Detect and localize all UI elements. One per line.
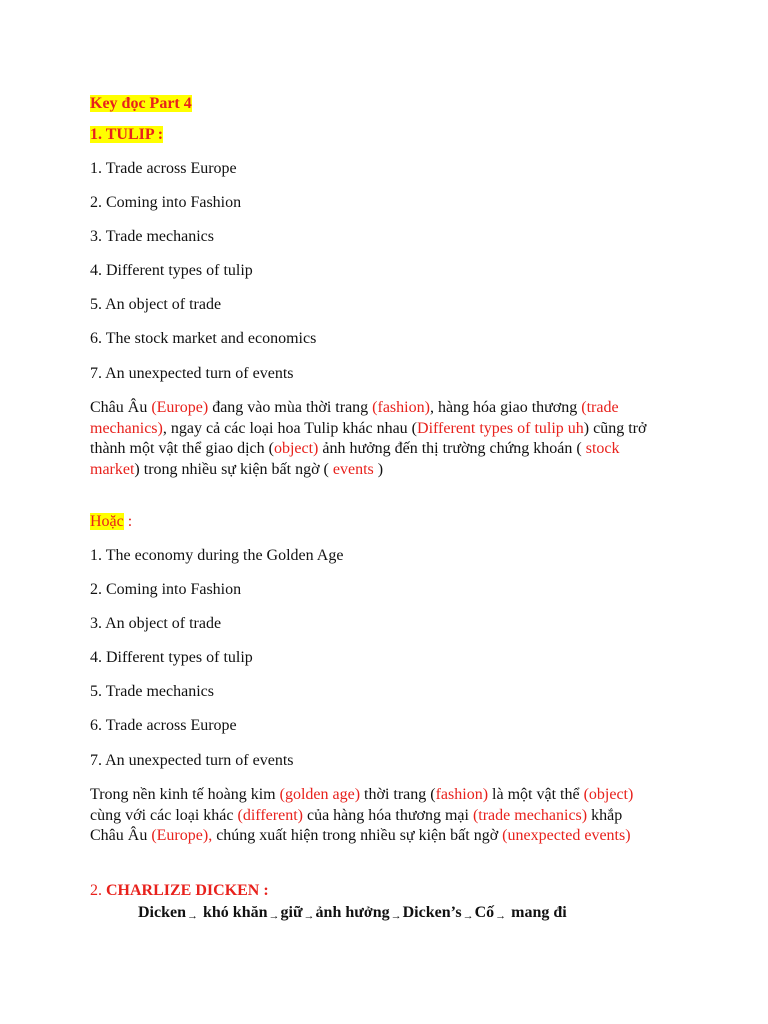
summary-text: Trong nền kinh tế hoàng kim <box>90 786 280 803</box>
list-item: 4. Different types of tulip <box>90 649 253 666</box>
or-label <box>90 512 132 532</box>
summary-text: Châu Âu <box>90 399 152 416</box>
keyword: stock market <box>90 440 620 478</box>
list-item: 6. Trade across Europe <box>90 717 237 734</box>
section-2-number: 2. <box>90 882 106 899</box>
heading-text: Key đọc Part 4 <box>90 95 192 112</box>
summary-text: thời trang ( <box>360 786 436 803</box>
document-heading <box>90 94 192 114</box>
summary-text: , hàng hóa giao thương <box>429 399 582 416</box>
section-2-title <box>90 881 269 901</box>
list-item: 3. Trade mechanics <box>90 228 214 245</box>
keyword: (object) <box>583 786 634 803</box>
arrow-icon: → <box>495 910 507 922</box>
summary-paragraph-b <box>90 785 650 847</box>
keyword: (fashion) <box>372 399 430 416</box>
keyword: object) <box>273 440 319 457</box>
keyword: (trade mechanics) <box>472 806 588 824</box>
section-2-title-text: CHARLIZE DICKEN : <box>106 882 269 899</box>
arrow-icon: → <box>268 910 280 922</box>
list-item: 7. An unexpected turn of events <box>90 365 294 382</box>
arrow-icon: → <box>303 910 315 922</box>
summary-text: đang vào mùa thời trang <box>208 399 373 416</box>
or-label-text: Hoặc <box>90 513 124 530</box>
chain-word: mang đi <box>511 904 567 921</box>
chain-word: khó khăn <box>203 904 268 921</box>
keyword: (unexpected events) <box>502 827 631 844</box>
chain-word: Dicken’s <box>402 904 462 921</box>
keyword: (golden age) <box>279 786 361 803</box>
list-item: 6. The stock market and economics <box>90 330 317 347</box>
chain-word: Cố <box>474 904 495 921</box>
summary-text: chúng xuất hiện trong nhiều sự kiện bất ngờ <box>212 827 503 844</box>
keyword: Different types of tulip uh <box>417 419 584 437</box>
list-item: 4. Different types of tulip <box>90 262 253 279</box>
keyword: fashion) <box>435 786 489 803</box>
keyword: events <box>332 460 374 478</box>
list-item: 1. The economy during the Golden Age <box>90 547 344 564</box>
list-item: 2. Coming into Fashion <box>90 194 242 211</box>
arrow-icon: → <box>187 910 198 922</box>
keyword: (different) <box>237 806 303 824</box>
or-label-suffix: : <box>123 513 133 530</box>
arrow-icon: → <box>462 910 474 922</box>
summary-text: ) cũng trở thành một vật thể giao dịch ( <box>90 419 647 457</box>
summary-paragraph-a <box>90 398 650 480</box>
list-item: 5. Trade mechanics <box>90 683 214 700</box>
summary-text: cùng với các loại khác <box>90 806 238 824</box>
summary-text: của hàng hóa thương mại <box>302 806 473 824</box>
list-item: 3. An object of trade <box>90 615 222 632</box>
section-1-title-text: 1. TULIP : <box>90 126 164 143</box>
keyword: (Europe) <box>151 399 209 416</box>
section-1-title <box>90 125 163 145</box>
list-item: 5. An object of trade <box>90 296 222 313</box>
summary-text: khắp Châu Âu <box>90 806 623 844</box>
summary-text: ) trong nhiều sự kiện bất ngờ ( <box>134 460 333 478</box>
list-item: 2. Coming into Fashion <box>90 581 242 598</box>
keyword: (Europe), <box>151 827 213 844</box>
chain-word: giữ <box>280 904 303 921</box>
summary-text: ) <box>373 460 384 478</box>
summary-text: là một vật thể <box>488 786 584 803</box>
chain-word: ảnh hưởng <box>315 904 390 921</box>
keyword: (trade mechanics) <box>90 399 619 437</box>
arrow-icon: → <box>390 910 402 922</box>
list-item: 7. An unexpected turn of events <box>90 752 294 769</box>
summary-text: ảnh hưởng đến thị trường chứng khoán ( <box>318 440 586 457</box>
dicken-keyword-chain <box>138 903 567 924</box>
list-item: 1. Trade across Europe <box>90 160 237 177</box>
chain-word: Dicken <box>138 904 186 921</box>
summary-text: , ngay cả các loại hoa Tulip khác nhau ( <box>162 419 418 437</box>
